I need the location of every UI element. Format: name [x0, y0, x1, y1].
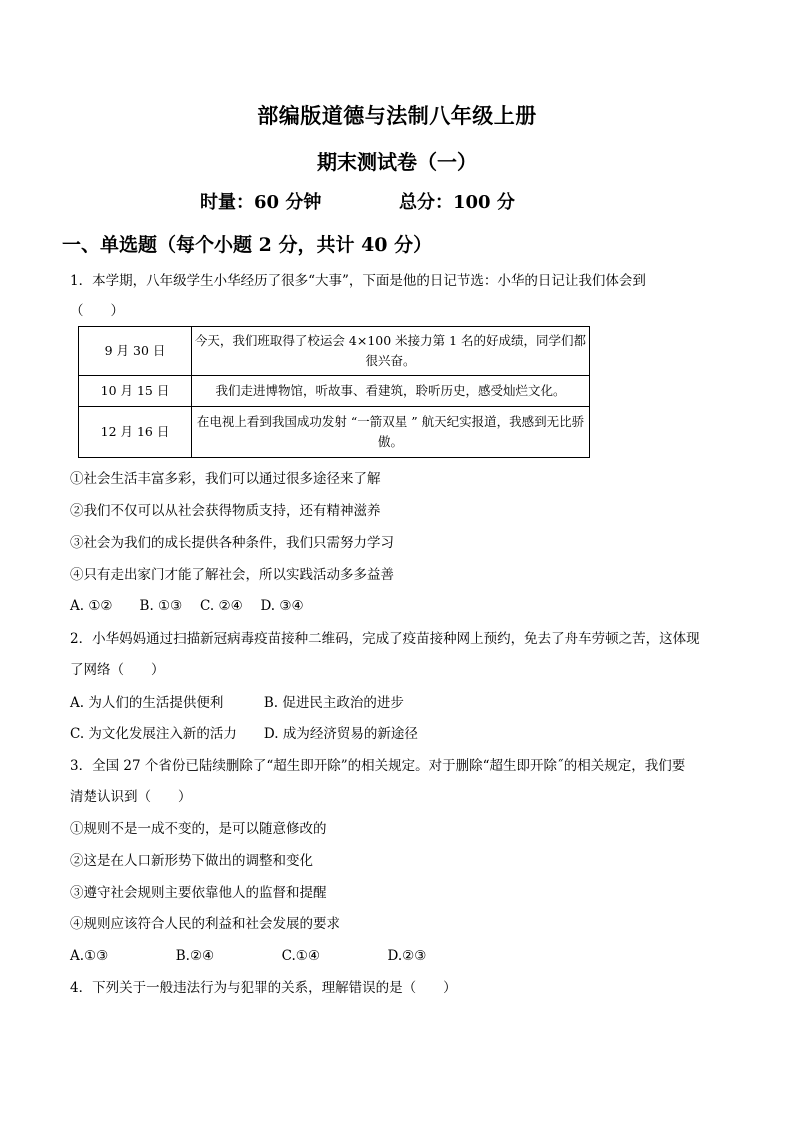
q1-stem-line2: （ ）	[70, 303, 124, 319]
q3-statement-1: ①规则不是一成不变的，是可以随意修改的	[70, 821, 327, 837]
q3-stem-line2: 清楚认识到（ ）	[70, 789, 192, 805]
q3-statement-4: ④规则应该符合人民的利益和社会发展的要求	[70, 916, 340, 932]
diary-table	[78, 326, 590, 458]
diary-entry: 今天，我们班取得了校运会 4×100 米接力第 1 名的好成绩，同学们都很兴奋。	[192, 327, 590, 376]
q4-stem-line1: 4．下列关于一般违法行为与犯罪的关系，理解错误的是（ ）	[70, 980, 457, 996]
exam-time: 时量：60 分钟	[200, 192, 322, 213]
q1-options: A. ①② B. ①③ C. ②④ D. ③④	[70, 598, 304, 614]
diary-entry: 在电视上看到我国成功发射 “一箭双星 ” 航天纪实报道，我感到无比骄傲。	[192, 407, 590, 458]
diary-date: 9 月 30 日	[79, 327, 192, 376]
q1-stem-line1: 1．本学期，八年级学生小华经历了很多“大事”，下面是他的日记节选：小华的日记让我们体会到	[70, 273, 646, 289]
q3-options: A.①③ B.②④ C.①④ D.②③	[70, 948, 427, 964]
q3-statement-3: ③遵守社会规则主要依靠他人的监督和提醒	[70, 885, 327, 901]
q1-statement-1: ①社会生活丰富多彩，我们可以通过很多途径来了解	[70, 471, 381, 487]
q3-stem-line1: 3．全国 27 个省份已陆续删除了“超生即开除”的相关规定。对于删除“超生即开除˝的相关规定，我们要	[70, 758, 686, 774]
q2-stem-line1: 2．小华妈妈通过扫描新冠病毒疫苗接种二维码，完成了疫苗接种网上预约，免去了舟车劳顿之苦，这体现	[70, 631, 700, 647]
section-heading: 一、单选题（每个小题 2 分，共计 40 分）	[62, 234, 433, 256]
exam-score: 总分：100 分	[399, 192, 515, 213]
table-row	[79, 376, 590, 407]
diary-date: 10 月 15 日	[79, 376, 192, 407]
exam-title: 部编版道德与法制八年级上册	[257, 103, 537, 128]
q2-options-row2: C. 为文化发展注入新的活力 D. 成为经济贸易的新途径	[70, 726, 418, 742]
q1-statement-2: ②我们不仅可以从社会获得物质支持，还有精神滋养	[70, 503, 381, 519]
diary-entry: 我们走进博物馆，听故事、看建筑，聆听历史，感受灿烂文化。	[192, 376, 590, 407]
exam-subtitle: 期末测试卷（一）	[317, 150, 477, 174]
q1-statement-3: ③社会为我们的成长提供各种条件，我们只需努力学习	[70, 535, 394, 551]
table-row	[79, 407, 590, 458]
q1-statement-4: ④只有走出家门才能了解社会，所以实践活动多多益善	[70, 567, 394, 583]
table-row	[79, 327, 590, 376]
q2-options-row1: A. 为人们的生活提供便利 B. 促进民主政治的进步	[70, 695, 404, 711]
q2-stem-line2: 了网络（ ）	[70, 662, 165, 678]
diary-date: 12 月 16 日	[79, 407, 192, 458]
q3-statement-2: ②这是在人口新形势下做出的调整和变化	[70, 853, 313, 869]
